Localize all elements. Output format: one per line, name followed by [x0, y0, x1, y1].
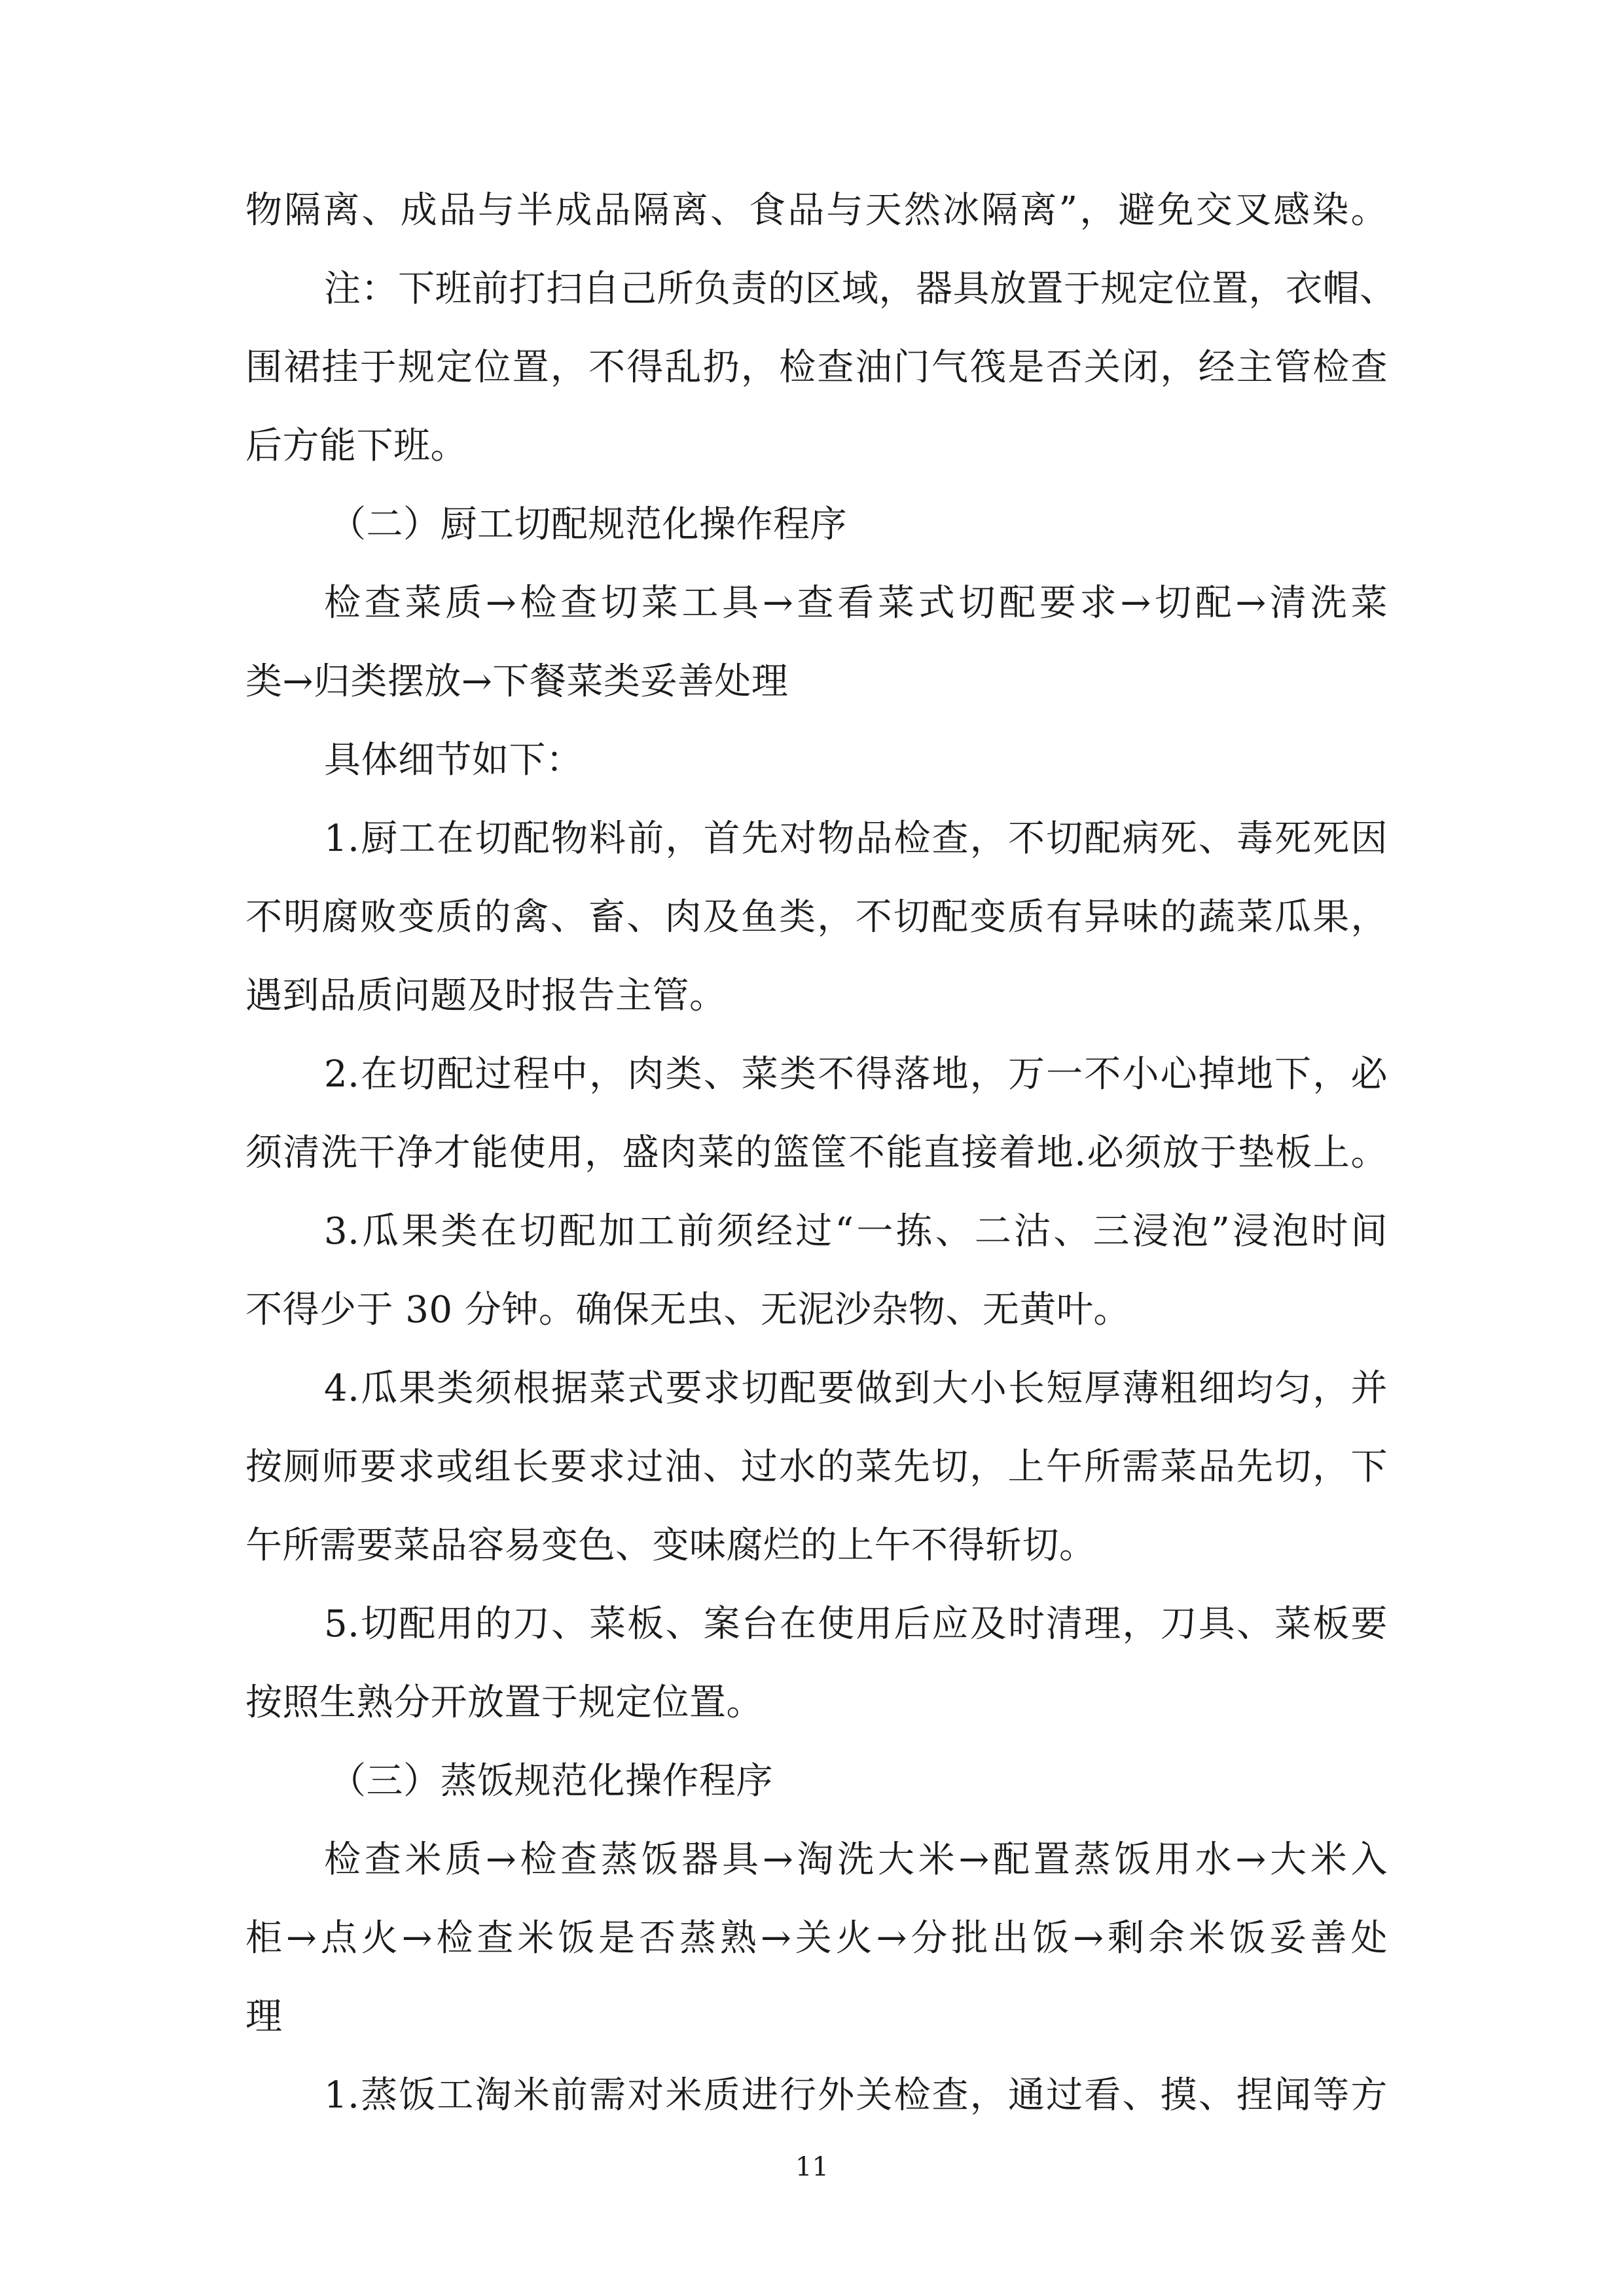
text-line: 遇到品质问题及时报告主管。: [245, 975, 727, 1017]
text-line: 按照生熟分开放置于规定位置。: [245, 1681, 763, 1724]
text-line: 须清洗干净才能使用，盛肉菜的篮筐不能直接着地.必须放于垫板上。: [245, 1132, 1388, 1174]
text-line: 5.切配用的刀、菜板、案台在使用后应及时清理，刀具、菜板要: [324, 1603, 1388, 1645]
text-line: 注：下班前打扫自己所负责的区域，器具放置于规定位置，衣帽、: [324, 268, 1397, 310]
page-number: 11: [795, 2152, 829, 2182]
section-heading: （三）蒸饭规范化操作程序: [329, 1760, 773, 1803]
text-line: 午所需要菜品容易变色、变味腐烂的上午不得斩切。: [245, 1524, 1096, 1567]
text-line: 柜→点火→检查米饭是否蒸熟→关火→分批出饭→剩余米饭妥善处: [245, 1917, 1388, 1960]
text-line: 检查菜质→检查切菜工具→查看菜式切配要求→切配→清洗菜: [324, 582, 1388, 624]
text-line: 不得少于 30 分钟。确保无虫、无泥沙杂物、无黄叶。: [245, 1289, 1130, 1331]
text-line: 检查米质→检查蒸饭器具→淘洗大米→配置蒸饭用水→大米入: [324, 1839, 1388, 1881]
text-line: 理: [245, 1996, 283, 2038]
text-line: 具体细节如下：: [324, 739, 583, 781]
text-line: 按厕师要求或组长要求过油、过水的菜先切，上午所需菜品先切，下: [245, 1446, 1388, 1488]
text-line: 4.瓜果类须根据菜式要求切配要做到大小长短厚薄粗细均匀，并: [324, 1367, 1388, 1410]
text-line: 后方能下班。: [245, 425, 467, 467]
section-heading: （二）厨工切配规范化操作程序: [329, 503, 847, 546]
document-body: [245, 171, 1397, 2135]
text-line: 3.瓜果类在切配加工前须经过“一拣、二沽、三浸泡”浸泡时间: [324, 1210, 1388, 1253]
text-line: 1.蒸饭工淘米前需对米质进行外关检查，通过看、摸、捏闻等方: [324, 2074, 1388, 2117]
text-line: 不明腐败变质的禽、畜、肉及鱼类，不切配变质有异味的蔬菜瓜果，: [245, 896, 1388, 939]
text-line: 围裙挂于规定位置，不得乱扔，检查油门气筏是否关闭，经主管检查: [245, 346, 1388, 389]
text-line: 1.厨工在切配物料前，首先对物品检查，不切配病死、毒死死因: [324, 817, 1388, 860]
text-line: 物隔离、成品与半成品隔离、食品与天然冰隔离”，避免交叉感染。: [245, 189, 1388, 232]
text-line: 2.在切配过程中，肉类、菜类不得落地，万一不小心掉地下，必: [324, 1053, 1388, 1096]
text-line: 类→归类摆放→下餐菜类妥善处理: [245, 660, 789, 703]
